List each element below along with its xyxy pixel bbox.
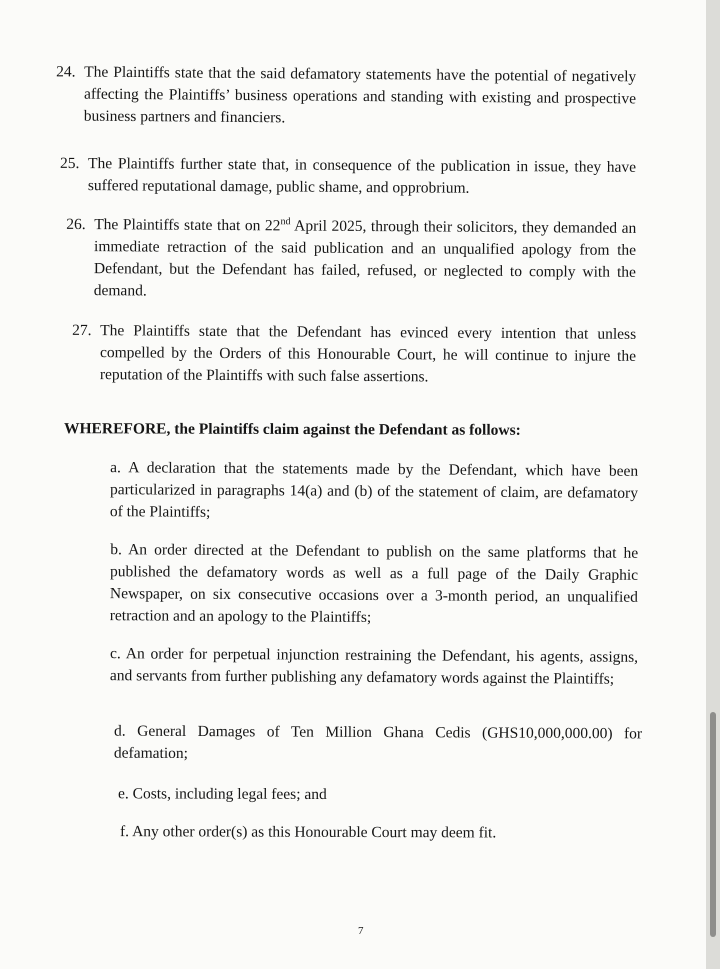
claim-text: A declaration that the statements made by the Defendant, which have been particularized in paragraphs 14(a) and (b) of the statement of claim, are defamatory of the Plaintiffs; [109,459,639,521]
wherefore-heading: WHEREFORE, the Plaintiffs claim against the Defendant as follows: [63,420,521,439]
paragraph-25 [60,153,637,201]
claim-d [114,721,642,768]
paragraph-number: 26. [66,215,86,234]
claim-letter: b. [110,541,122,559]
claim-letter: d. [114,722,126,740]
paragraph-text-end: April 2025, through their solicitors, they demanded an immediate retraction of the said publication and an unqualified apology from the Defendant, but the Defendant has failed, refused, or neglected to comply with the demand. [93,217,637,300]
scrollbar-thumb[interactable] [710,712,716,937]
paragraph-text: The Plaintiffs state that the said defamatory statements have the potential of negatively affecting the Plaintiffs’ business operations and standing with existing and prospective business partners and financiers. [83,63,637,127]
paragraph-24 [56,62,637,133]
claim-text: An order for perpetual injunction restraining the Defendant, his agents, assigns, and servants from further publishing any defamatory words against the Plaintiffs; [109,645,639,688]
claim-letter: a. [110,459,121,477]
page-number: 7 [358,925,364,937]
paragraph-number: 27. [72,321,92,340]
paragraph-text: The Plaintiffs state that the Defendant has evinced every intention that unless compelled by the Orders of this Honourable Court, he will continue to injure the reputation of the Plaintiffs with such false assertions. [99,322,637,386]
claim-letter: c. [110,645,121,663]
scrollbar-track[interactable] [706,0,720,969]
claim-e [118,783,518,806]
paragraph-number: 25. [60,154,80,173]
claim-c [110,643,638,691]
claim-text: Costs, including legal fees; and [132,785,327,804]
paragraph-text-start: The Plaintiffs state that on 22 [94,216,281,235]
paragraph-number: 24. [56,63,76,81]
paragraph-27 [72,320,637,390]
claim-text: An order directed at the Defendant to publish on the same platforms that he published the defamatory words as well as a full page of the Daily Graphic Newspaper, on six consecutive occasions over a 3-month period, an unqualified retraction and an apology to the Plaintiffs; [109,541,639,626]
claim-text: General Damages of Ten Million Ghana Cedis (GHS10,000,000.00) for defamation; [113,722,643,763]
claim-letter: f. [119,823,130,841]
claim-b [110,539,639,631]
claim-text: Any other order(s) as this Honourable Court may deem fit. [132,823,497,842]
claim-f [120,821,620,845]
paragraph-text: The Plaintiffs further state that, in consequence of the publication in issue, they have suffered reputational damage, public shame, and opprobrium. [87,155,637,197]
claim-a [110,457,638,527]
claim-letter: e. [117,785,129,803]
paragraph-26 [66,214,637,306]
ordinal-suffix: nd [280,216,291,228]
